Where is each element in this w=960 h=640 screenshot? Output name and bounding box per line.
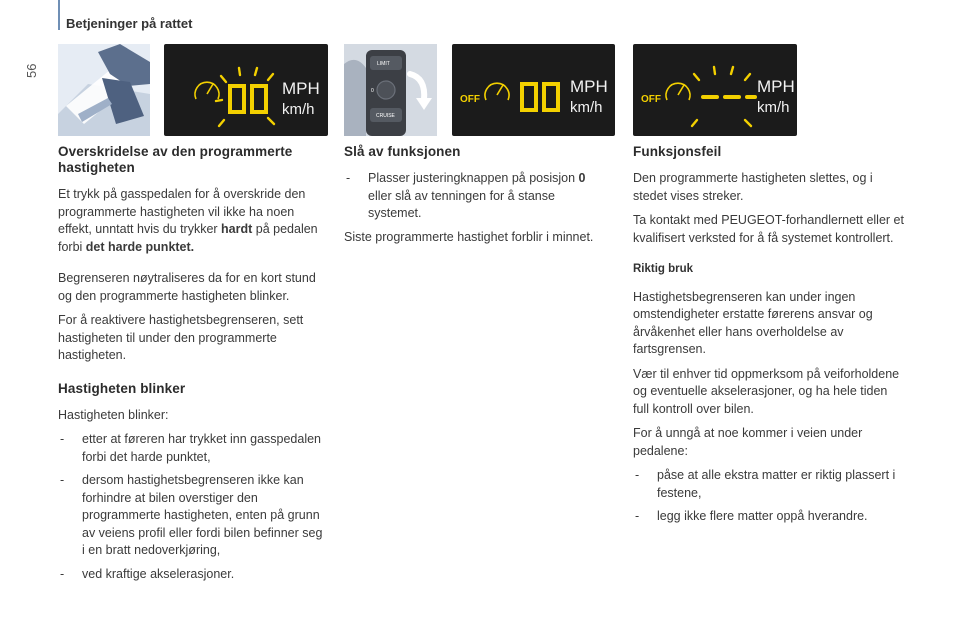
- section-title: Betjeninger på rattet: [66, 16, 193, 31]
- column-malfunction: [633, 144, 905, 532]
- off-label: OFF: [641, 94, 661, 105]
- speed-display-fault: [633, 44, 797, 136]
- bold-hard-point: det harde punktet.: [85, 239, 195, 254]
- paragraph-cleared: Den programmerte hastigheten slettes, og i stedet vises streker.: [633, 171, 873, 203]
- kmh-unit-label: km/h: [570, 99, 603, 116]
- speed-display-blinking: [164, 44, 328, 136]
- list-item: [344, 170, 608, 223]
- list-blinking-reasons: [58, 431, 324, 583]
- paragraph-reactivate: For å reaktivere hastighetsbegrenseren, sett hastigheten til under den programmerte hastigheten.: [58, 313, 304, 362]
- text-segment: eller slå av tenningen for å stanse systemet.: [368, 188, 555, 220]
- blink-rays-icon: [692, 67, 751, 126]
- paragraph-memory: Siste programmerte hastighet forblir i minnet.: [344, 229, 594, 244]
- list-item: - ved kraftige akselerasjoner.: [58, 566, 324, 584]
- speed-limiter-stalk-illustration: [344, 44, 437, 136]
- list-mats: [633, 467, 905, 526]
- paragraph-pedals: For å unngå at noe kommer i veien under pedalene:: [633, 426, 863, 458]
- heading-blinking: Hastigheten blinker: [58, 380, 186, 396]
- text-segment: Plasser justeringknappen på posisjon: [368, 171, 579, 185]
- section-accent-bar: [58, 0, 60, 30]
- heading-switch-off: Slå av funksjonen: [344, 144, 461, 159]
- column-overspeed: [58, 144, 324, 589]
- mph-unit-label: MPH: [757, 77, 795, 96]
- heading-correct-use: Riktig bruk: [633, 263, 694, 275]
- paragraph-contact-dealer: Ta kontakt med PEUGEOT-forhandlernett eller et kvalifisert verksted for å få systemet kontrollert.: [633, 213, 904, 245]
- kmh-unit-label: km/h: [757, 99, 790, 116]
- list-item: - dersom hastighetsbegrenseren ikke kan forhindre at bilen overstiger den programmerte hastigheten, enten på grunn av veiens profil eller fordi bilen befinner seg i en bratt nedoverkjøring,: [58, 472, 324, 560]
- list-item: - etter at føreren har trykket inn gasspedalen forbi det harde punktet,: [58, 431, 324, 466]
- speedometer-icon: [485, 83, 509, 100]
- page-number: 56: [24, 63, 39, 78]
- paragraph-blinking-intro: Hastigheten blinker:: [58, 407, 169, 422]
- stalk-limit-label: LIMIT: [377, 61, 390, 67]
- speedometer-icon: [195, 82, 219, 99]
- heading-overspeed: Overskridelse av den programmerte hastigheten: [58, 144, 293, 175]
- speed-display-off: [452, 44, 615, 136]
- stalk-zero-label: 0: [371, 88, 374, 94]
- mph-unit-label: MPH: [282, 79, 320, 98]
- paragraph-attention: Vær til enhver tid oppmerksom på veiforholdene og eventuelle akselerasjoner, og ha hele tiden full kontroll over bilen.: [633, 366, 900, 416]
- off-label: OFF: [460, 94, 480, 105]
- paragraph-overspeed: [58, 186, 324, 256]
- kmh-unit-label: km/h: [282, 101, 315, 118]
- bold-position-zero: 0: [578, 171, 586, 185]
- paragraph-responsibility: Hastighetsbegrenseren kan under ingen omstendigheter erstatte førerens ansvar og årvåkenhet eller hans overholdelse av fartsgrensen.: [633, 289, 873, 356]
- list-switch-off: [344, 170, 608, 223]
- column-switch-off: [344, 144, 608, 253]
- mph-unit-label: MPH: [570, 77, 608, 96]
- list-item: - legg ikke flere matter oppå hverandre.: [633, 508, 905, 526]
- speedometer-icon: [666, 83, 690, 100]
- bold-hardt: hardt: [221, 222, 253, 236]
- accelerator-pedal-illustration: [58, 44, 150, 136]
- text-segment: på pedalen forbi: [58, 222, 318, 254]
- stalk-cruise-label: CRUISE: [376, 113, 395, 119]
- heading-malfunction: Funksjonsfeil: [633, 144, 722, 159]
- list-item: - påse at alle ekstra matter er riktig plassert i festene,: [633, 467, 905, 502]
- text-segment: Et trykk på gasspedalen for å overskride den programmerte hastigheten vil ikke ha noen effekt, unntatt hvis du trykker: [58, 187, 306, 236]
- paragraph-neutralized: Begrenseren nøytraliseres da for en kort stund og den programmerte hastigheten blinker.: [58, 271, 316, 303]
